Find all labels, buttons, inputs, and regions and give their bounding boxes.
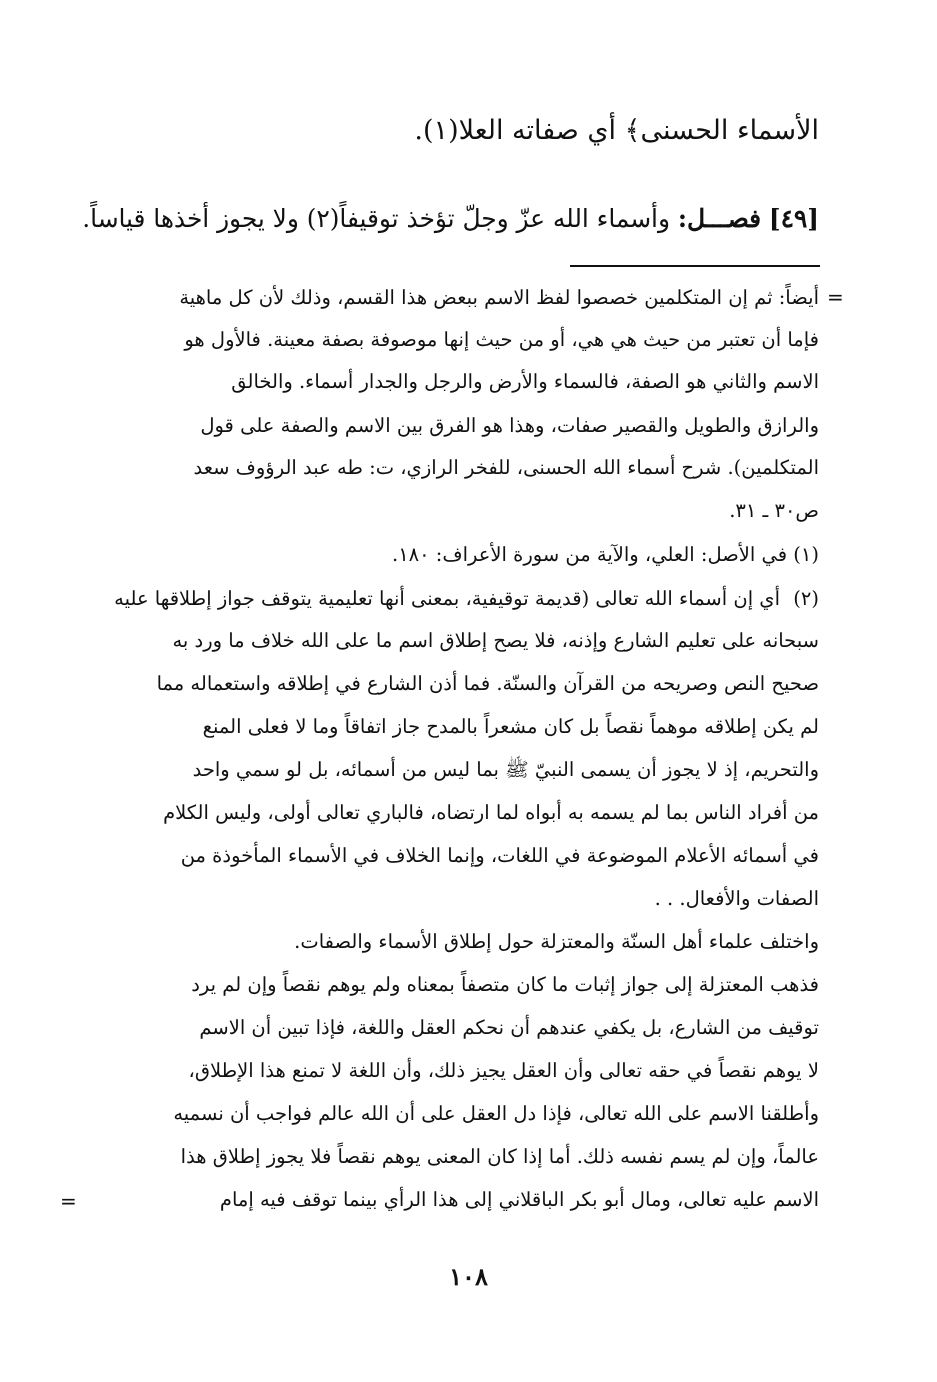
footnote-2-marker: (٢)	[793, 587, 819, 610]
footnote-2-line: فذهب المعتزلة إلى جواز إثبات ما كان متصفاً بمعناه ولم يوهم نقصاً وإن لم يرد	[191, 973, 819, 996]
trailing-continuation-mark: =	[60, 1189, 77, 1213]
main-line-1: الأسماء الحسنى﴾ أي صفاته العلا(١).	[414, 115, 819, 146]
footnote-2-line: سبحانه على تعليم الشارع وإذنه، فلا يصح إطلاق اسم ما على الله خلاف ما ورد به	[172, 629, 819, 652]
footnote-1-text: في الأصل: العلي، والآية من سورة الأعراف: ١٨٠.	[391, 543, 788, 566]
continuation-line: والرازق والطويل والقصير صفات، وهذا هو الفرق بين الاسم والصفة على قول	[200, 414, 819, 437]
main-text-line	[414, 111, 819, 151]
footnote-separator	[570, 265, 820, 267]
footnote-1	[392, 540, 819, 570]
footnote-2-line: واختلف علماء أهل السنّة والمعتزلة حول إطلاق الأسماء والصفات.	[294, 930, 819, 953]
continuation-line: أيضاً: ثم إن المتكلمين خصصوا لفظ الاسم ببعض هذا القسم، وذلك لأن كل ماهية	[179, 286, 819, 309]
footnote-2-line: صحيح النص وصريحه من القرآن والسنّة. فما أذن الشارع في إطلاقه واستعماله مما	[156, 672, 819, 695]
footnote-2-line: وأطلقنا الاسم على الله تعالى، فإذا دل العقل على أن الله عالم فواجب أن نسميه	[173, 1102, 819, 1125]
section-word: فصـــل:	[677, 204, 761, 233]
section-text: وأسماء الله عزّ وجلّ تؤخذ توقيفاً(٢) ولا يجوز أخذها قياساً.	[82, 204, 670, 233]
footnote-2-line: في أسمائه الأعلام الموضوعة في اللغات، وإنما الخلاف في الأسماء المأخوذة من	[180, 844, 819, 867]
footnote-2-line: الصفات والأفعال. . .	[654, 887, 819, 910]
continuation-line: الاسم والثاني هو الصفة، فالسماء والأرض والرجل والجدار أسماء. والخالق	[231, 370, 819, 393]
section-number: [٤٩]	[768, 204, 819, 233]
footnote-2-line: عالماً، وإن لم يسم نفسه ذلك. أما إذا كان المعنى يوهم نقصاً فلا يجوز إطلاق هذا	[180, 1145, 819, 1168]
footnote-2-line: من أفراد الناس بما لم يسمه به أبواه لما ارتضاه، فالباري تعالى أولى، وليس الكلام	[163, 801, 819, 824]
page-number: ١٠٨	[449, 1262, 488, 1291]
footnote-2-line: لا يوهم نقصاً في حقه تعالى وأن العقل يجيز ذلك، وأن اللغة لا تمنع هذا الإطلاق،	[188, 1059, 819, 1082]
footnote-2-line: الاسم عليه تعالى، ومال أبو بكر الباقلاني إلى هذا الرأي بينما توقف فيه إمام	[219, 1188, 819, 1211]
continuation-mark: =	[827, 285, 844, 309]
footnote-2-line: توقيف من الشارع، بل يكفي عندهم أن نحكم العقل واللغة، فإذا تبين أن الاسم	[199, 1016, 819, 1039]
continuation-line: فإما أن تعتبر من حيث هي هي، أو من حيث إنها موصوفة بصفة معينة. فالأول هو	[184, 328, 819, 351]
footnote-1-marker: (١)	[793, 543, 819, 566]
footnote-2-line: والتحريم، إذ لا يجوز أن يسمى النبيّ ﷺ بما ليس من أسمائه، بل لو سمي واحد	[192, 758, 819, 781]
footnote-2-line: أي إن أسماء الله تعالى (قديمة توقيفية، بمعنى أنها تعليمية يتوقف جواز إطلاقها عليه	[114, 587, 780, 610]
footnote-2-line: لم يكن إطلاقه موهماً نقصاً بل كان مشعراً بالمدح جاز اتفاقاً وما لا فعلى المنع	[202, 715, 819, 738]
continuation-line: ص٣٠ ـ ٣١.	[729, 499, 819, 522]
continuation-line: المتكلمين). شرح أسماء الله الحسنى، للفخر الرازي، ت: طه عبد الرؤوف سعد	[193, 456, 819, 479]
section-heading	[82, 199, 819, 239]
